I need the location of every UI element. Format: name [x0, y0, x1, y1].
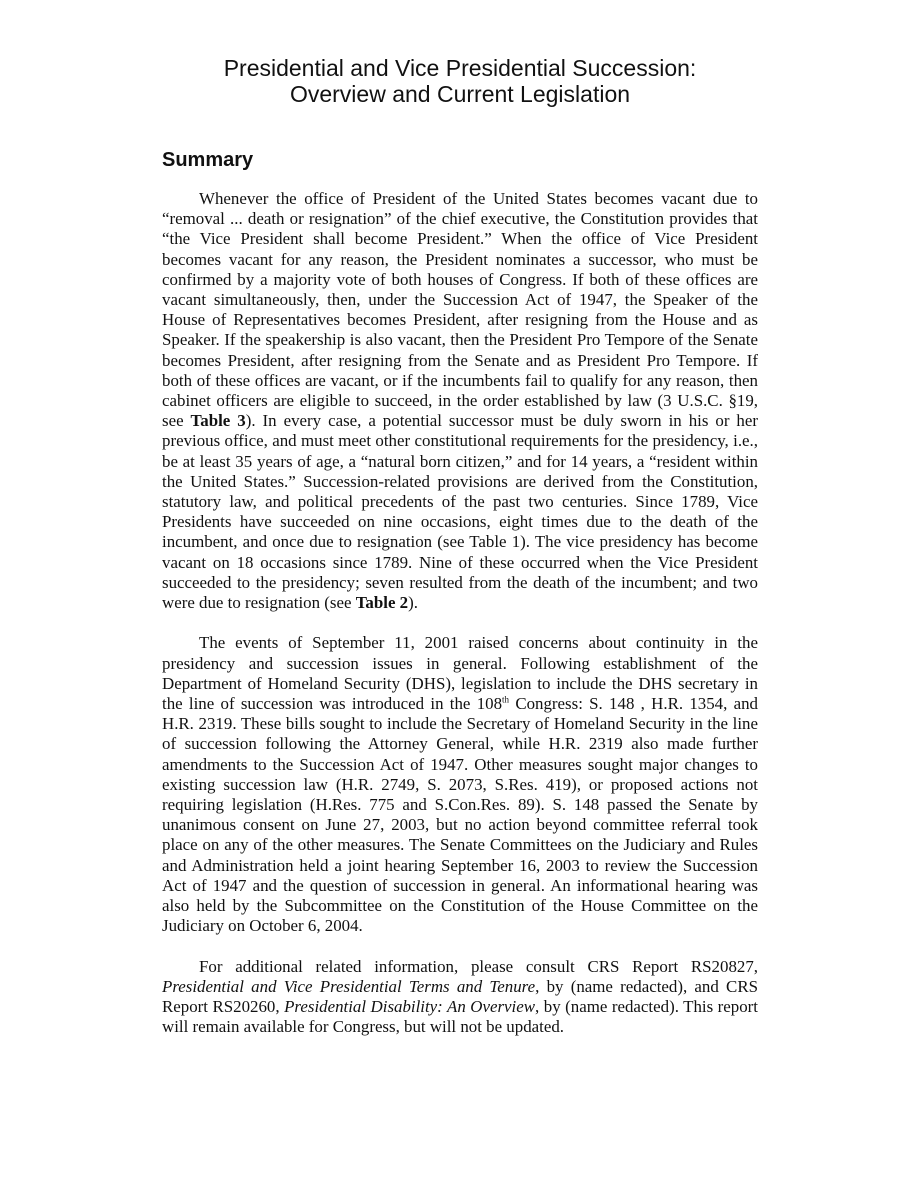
report-title-disability: Presidential Disability: An Overview: [284, 997, 536, 1017]
title-line-2: Overview and Current Legislation: [289, 81, 631, 107]
summary-paragraph-3: [162, 957, 758, 1038]
table-3-reference: Table 3: [190, 411, 246, 431]
section-heading-summary: Summary: [162, 149, 254, 171]
document-page: [162, 55, 758, 1038]
p1-text-a: Whenever the office of President of the United States becomes vacant due to “removal ... death or resignation” of the chief executive, the Constitution provides that “the Vice President shall become President.” When the office of Vice President becomes vacant for any reason, the President nominates a successor, who must be confirmed by a majority vote of both houses of Congress. If both of these offices are vacant simultaneously, then, under the Succession Act of 1947, the Speaker of the House of Representatives becomes President, after resigning from the House and as Speaker. If the speakership is also vacant, then the President Pro Tempore of the Senate becomes President, after resigning from the Senate and as President Pro Tempore. If both of these offices are vacant, or if the incumbents fail to qualify for any reason, then cabinet officers are eligible to succeed, in the order established by law (3 U.S.C. §19, see: [162, 189, 758, 431]
p2-text-b: Congress: S. 148 , H.R. 1354, and H.R. 2319. These bills sought to include the Secretary of Homeland Security in the line of succession following the Attorney General, while H.R. 2319 also made further amendments to the Succession Act of 1947. Other measures sought major changes to existing succession law (H.R. 2749, S. 2073, S.Res. 419), or proposed actions not requiring legislation (H.Res. 775 and S.Con.Res. 89). S. 148 passed the Senate by unanimous consent on June 27, 2003, but no action beyond committee referral took place on any of the other measures. The Senate Committees on the Judiciary and Rules and Administration held a joint hearing September 16, 2003 to review the Succession Act of 1947 and the question of succession in general. An informational hearing was also held by the Subcommittee on the Constitution of the House Committee on the Judiciary on October 6, 2004.: [162, 694, 758, 936]
summary-paragraph-1: [162, 189, 758, 613]
report-title-terms-tenure: Presidential and Vice Presidential Terms and Tenure: [162, 976, 536, 996]
title-line-1: Presidential and Vice Presidential Succession:: [223, 55, 697, 81]
p3-text-a: For additional related information, please consult CRS Report RS20827,: [199, 956, 758, 976]
document-title: [162, 55, 758, 107]
p1-text-c: ).: [408, 593, 418, 613]
p3-text-c: , by (name redacted). This report will remain available for Congress, but will not be updated.: [162, 997, 758, 1037]
table-2-reference: Table 2: [355, 593, 409, 613]
p2-text-a: The events of September 11, 2001 raised concerns about continuity in the presidency and succession issues in general. Following establishment of the Department of Homeland Security (DHS), legislation to include the DHS secretary in the line of succession was introduced in the 108: [162, 633, 758, 714]
p3-text-b: , by (name redacted), and CRS Report RS20260,: [162, 976, 758, 1017]
p1-text-b: ). In every case, a potential successor must be duly sworn in his or her previous office, and must meet other constitutional requirements for the presidency, i.e., be at least 35 years of age, a “natural born citizen,” and for 14 years, a “resident within the United States.” Succession-related provisions are derived from the Constitution, statutory law, and political precedents of the past two centuries. Since 1789, Vice Presidents have succeeded on nine occasions, eight times due to the death of the incumbent, and once due to resignation (see Table 1). The vice presidency has become vacant on 18 occasions since 1789. Nine of these occurred when the Vice President succeeded to the presidency; seven resulted from the death of the incumbent; and two were due to resignation (see: [162, 411, 758, 613]
summary-paragraph-2: [162, 633, 758, 936]
ordinal-superscript: th: [502, 694, 510, 705]
